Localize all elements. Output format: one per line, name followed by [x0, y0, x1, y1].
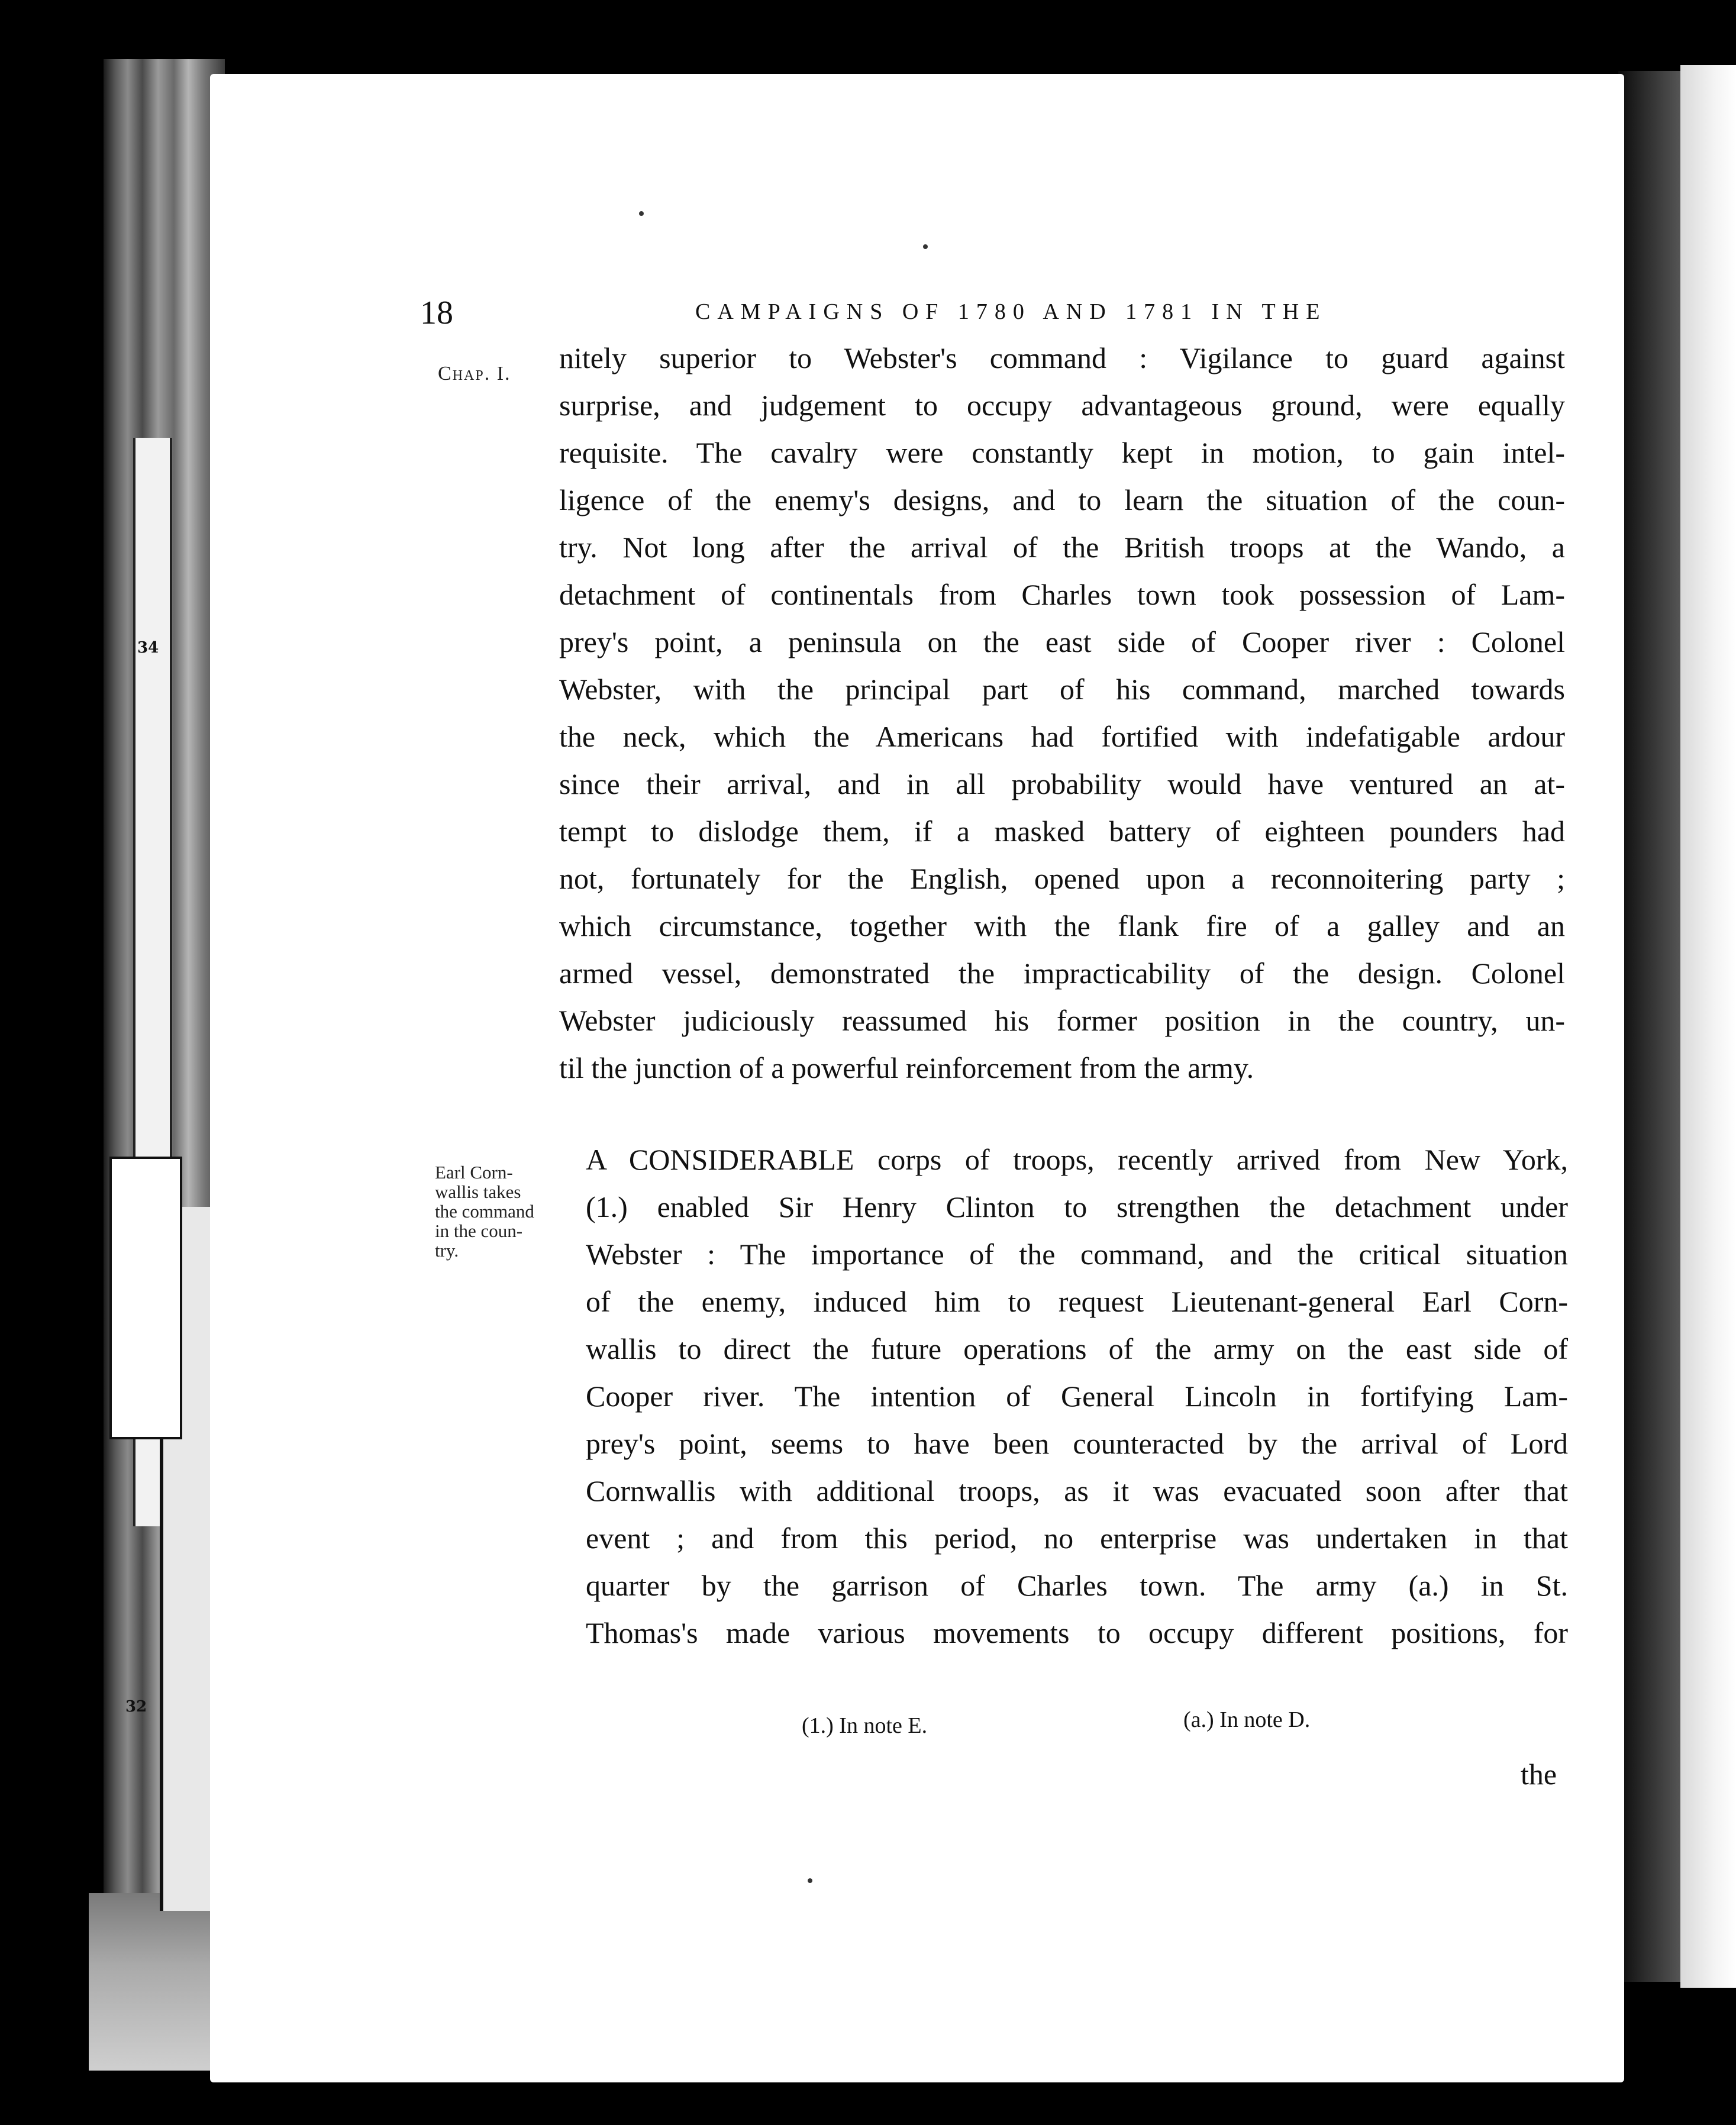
paragraph-1	[559, 334, 1565, 1091]
text-line: A CONSIDERABLE corps of troops, recently arrived from New York,	[586, 1143, 1568, 1176]
text-line: Cooper river. The intention of General Lincoln in fortifying Lam-	[586, 1380, 1568, 1413]
text-line: Webster : The importance of the command, and the critical situation	[586, 1238, 1568, 1271]
text-line: quarter by the garrison of Charles town. The army (a.) in St.	[586, 1569, 1568, 1602]
text-line: til the junction of a powerful reinforcement from the army.	[559, 1051, 1254, 1084]
catchword: the	[1521, 1758, 1557, 1791]
text-line: which circumstance, together with the flank fire of a galley and an	[559, 909, 1565, 942]
text-line: event ; and from this period, no enterprise was undertaken in that	[586, 1522, 1568, 1555]
edge-number-top: 34	[137, 639, 159, 657]
text-line: armed vessel, demonstrated the impracticability of the design. Colonel	[559, 957, 1565, 990]
paper-tab	[109, 1157, 182, 1439]
text-line: not, fortunately for the English, opened upon a reconnoitering party ;	[559, 862, 1565, 895]
page-number: 18	[420, 295, 453, 331]
text-line: Thomas's made various movements to occupy different positions, for	[586, 1616, 1568, 1649]
speck	[639, 211, 644, 216]
text-line: nitely superior to Webster's command : Vigilance to guard against	[559, 341, 1565, 374]
text-line: Cornwallis with additional troops, as it was evacuated soon after that	[586, 1474, 1568, 1507]
text-line: wallis to direct the future operations of the army on the east side of	[586, 1332, 1568, 1365]
text-line: try. Not long after the arrival of the British troops at the Wando, a	[559, 531, 1565, 564]
running-title: CAMPAIGNS OF 1780 AND 1781 IN THE	[695, 299, 1327, 324]
text-line: Webster, with the principal part of his command, marched towards	[559, 673, 1565, 706]
text-line: ligence of the enemy's designs, and to learn the situation of the coun-	[559, 483, 1565, 516]
text-line: detachment of continentals from Charles town took possession of Lam-	[559, 578, 1565, 611]
paragraph-2	[586, 1136, 1568, 1656]
text-line: prey's point, seems to have been counteracted by the arrival of Lord	[586, 1427, 1568, 1460]
text-line: tempt to dislodge them, if a masked battery of eighteen pounders had	[559, 815, 1565, 848]
text-line: since their arrival, and in all probability would have ventured an at-	[559, 767, 1565, 800]
marginal-note-line: try.	[435, 1240, 459, 1261]
speck	[808, 1878, 812, 1883]
text-line: Webster judiciously reassumed his former position in the country, un-	[559, 1004, 1565, 1037]
right-gutter	[1618, 71, 1680, 1982]
marginal-note-line: wallis takes	[435, 1181, 521, 1202]
text-line: of the enemy, induced him to request Lieutenant-general Earl Corn-	[586, 1285, 1568, 1318]
marginal-note	[435, 1162, 553, 1260]
marginal-note-line: Earl Corn-	[435, 1162, 513, 1183]
marginal-note-line: the command	[435, 1201, 534, 1222]
text-line: (1.) enabled Sir Henry Clinton to strengthen the detachment under	[586, 1190, 1568, 1223]
next-page-edge	[1680, 65, 1736, 1988]
marginal-note-line: in the coun-	[435, 1220, 523, 1241]
book-page	[210, 74, 1624, 2082]
footnote-e: (1.) In note E.	[802, 1713, 928, 1738]
text-line: surprise, and judgement to occupy advantageous ground, were equally	[559, 389, 1565, 422]
text-line: prey's point, a peninsula on the east side of Cooper river : Colonel	[559, 625, 1565, 658]
edge-number-bottom: 32	[125, 1698, 147, 1716]
text-line: the neck, which the Americans had fortified with indefatigable ardour	[559, 720, 1565, 753]
footnote-d: (a.) In note D.	[1183, 1707, 1311, 1732]
chapter-marker: Chap. I.	[438, 363, 511, 385]
speck	[923, 244, 928, 249]
text-line: requisite. The cavalry were constantly kept in motion, to gain intel-	[559, 436, 1565, 469]
